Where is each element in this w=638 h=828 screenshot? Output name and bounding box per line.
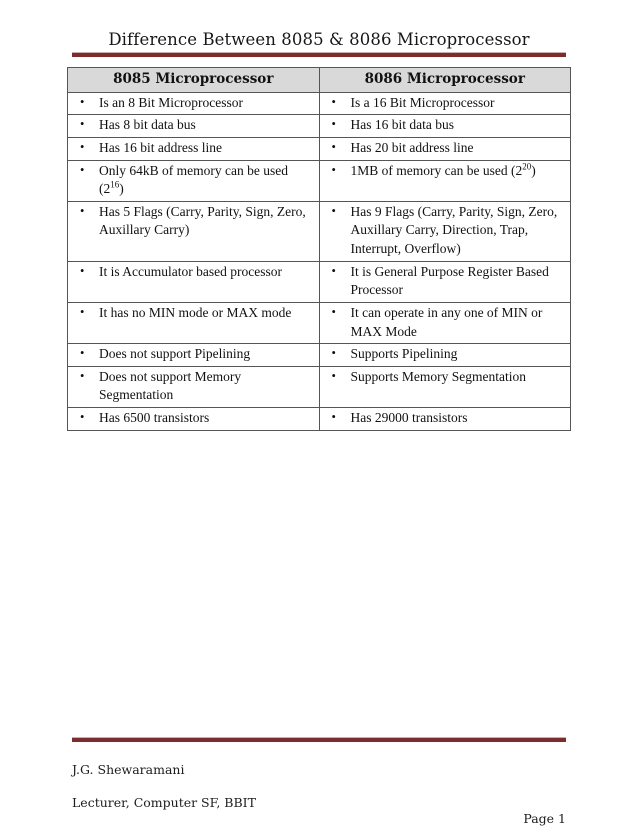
- cell-text: Has 5 Flags (Carry, Parity, Sign, Zero, Auxillary Carry): [99, 203, 306, 238]
- table-row: [68, 160, 571, 201]
- cell-text: Supports Pipelining: [350, 346, 458, 362]
- bullet-icon: •: [331, 263, 336, 278]
- table-cell-left: [68, 160, 320, 201]
- bullet-icon: •: [331, 368, 336, 383]
- footer-rule: [72, 737, 566, 742]
- bullet-icon: •: [80, 368, 85, 383]
- table-row: [68, 344, 571, 367]
- column-header-8086: 8086 Microprocessor: [319, 68, 571, 93]
- table-row: [68, 366, 571, 407]
- title-rule: [72, 52, 566, 57]
- table-cell-left: [68, 92, 320, 115]
- comparison-table: [67, 67, 571, 431]
- bullet-icon: •: [80, 410, 85, 424]
- bullet-icon: •: [80, 162, 85, 177]
- document-title: Difference Between 8085 & 8086 Microprocessor: [108, 30, 530, 49]
- bullet-icon: •: [331, 203, 336, 218]
- cell-text: Only 64kB of memory can be used $(2^{16})$: [99, 162, 288, 197]
- table-cell-left: [68, 344, 320, 367]
- bullet-icon: •: [80, 94, 85, 109]
- bullet-icon: •: [80, 263, 85, 278]
- table-cell-right: [319, 408, 571, 431]
- table-cell-right: [319, 366, 571, 407]
- cell-text: Has 8 bit data bus: [99, 117, 196, 133]
- bullet-icon: •: [80, 203, 85, 218]
- table-cell-left: [68, 366, 320, 407]
- bullet-icon: •: [331, 94, 336, 109]
- table-cell-left: [68, 137, 320, 160]
- table-cell-left: [68, 408, 320, 431]
- table-row: [68, 261, 571, 302]
- bullet-icon: •: [331, 162, 336, 177]
- cell-text: Has 20 bit address line: [350, 139, 474, 155]
- table-cell-right: [319, 115, 571, 138]
- footer-author-block: [72, 745, 256, 828]
- comparison-table-body: [68, 92, 571, 430]
- column-header-8085: 8085 Microprocessor: [68, 68, 320, 93]
- cell-text: It can operate in any one of MIN or MAX Mode: [350, 304, 543, 339]
- table-row: [68, 137, 571, 160]
- bullet-icon: •: [331, 117, 336, 132]
- table-row: [68, 92, 571, 115]
- comparison-table-head: [68, 68, 571, 93]
- table-cell-right: [319, 160, 571, 201]
- table-cell-left: [68, 115, 320, 138]
- table-row: [68, 408, 571, 431]
- footer-page-number: Page 1: [523, 811, 566, 826]
- table-cell-left: [68, 261, 320, 302]
- bullet-icon: •: [80, 304, 85, 319]
- bullet-icon: •: [331, 304, 336, 319]
- cell-text: Is an 8 Bit Microprocessor: [99, 94, 243, 110]
- cell-text: Has 6500 transistors: [99, 410, 210, 425]
- cell-text: It is General Purpose Register Based Processor: [350, 263, 549, 298]
- table-header-row: [68, 68, 571, 93]
- cell-text: It is Accumulator based processor: [99, 263, 282, 279]
- table-cell-right: [319, 302, 571, 343]
- table-cell-right: [319, 92, 571, 115]
- cell-text: Has 29000 transistors: [350, 410, 468, 425]
- table-row: [68, 302, 571, 343]
- table-cell-right: [319, 137, 571, 160]
- table-cell-left: [68, 302, 320, 343]
- bullet-icon: •: [331, 139, 336, 154]
- table-cell-left: [68, 201, 320, 261]
- cell-text: Is a 16 Bit Microprocessor: [350, 94, 495, 110]
- bullet-icon: •: [331, 346, 336, 361]
- footer-author: J.G. Shewaramani: [72, 761, 185, 777]
- cell-text: 1MB of memory can be used $(2^{20})$: [350, 161, 536, 178]
- table-cell-right: [319, 201, 571, 261]
- bullet-icon: •: [80, 117, 85, 132]
- bullet-icon: •: [80, 139, 85, 154]
- cell-text: Has 9 Flags (Carry, Parity, Sign, Zero, Auxillary Carry, Direction, Trap, Interrupt, Overflow): [350, 203, 558, 256]
- cell-text: It has no MIN mode or MAX mode: [99, 304, 292, 320]
- table-row: [68, 115, 571, 138]
- cell-text: Has 16 bit address line: [99, 139, 222, 155]
- bullet-icon: •: [331, 410, 336, 424]
- table-cell-right: [319, 261, 571, 302]
- table-cell-right: [319, 344, 571, 367]
- page-footer: [72, 737, 566, 828]
- footer-role: Lecturer, Computer SF, BBIT: [72, 794, 256, 810]
- cell-text: Does not support Pipelining: [99, 346, 251, 362]
- cell-text: Supports Memory Segmentation: [350, 368, 526, 384]
- cell-text: Has 16 bit data bus: [350, 117, 454, 133]
- cell-text: Does not support Memory Segmentation: [99, 368, 242, 403]
- bullet-icon: •: [80, 346, 85, 361]
- table-row: [68, 201, 571, 261]
